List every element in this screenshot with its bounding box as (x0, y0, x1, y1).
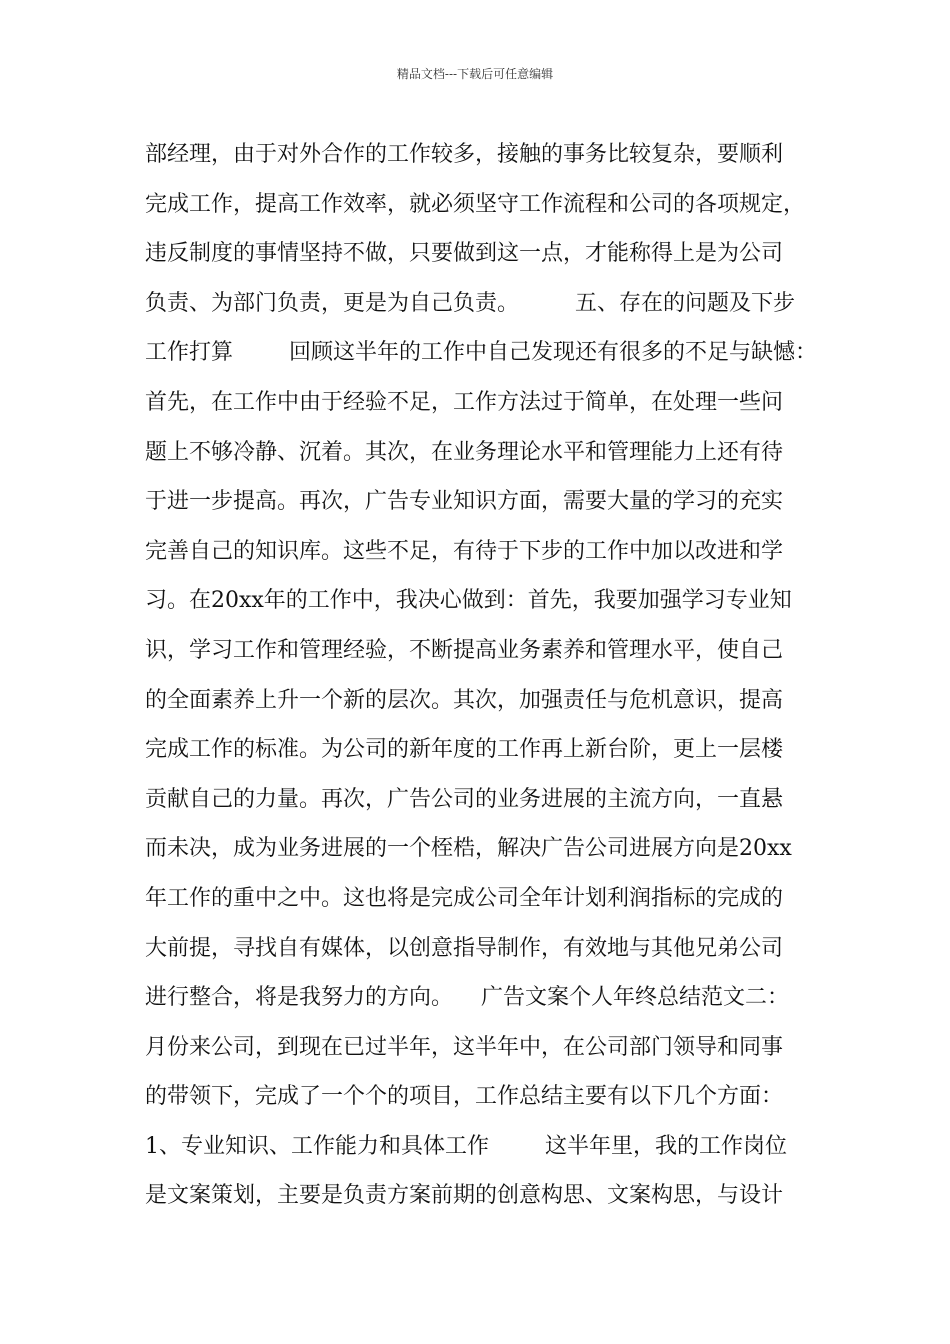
text-line: 的带领下，完成了一个个的项目，工作总结主要有以下几个方面： (145, 1084, 784, 1110)
text-line: 年工作的重中之中。这也将是完成公司全年计划利润指标的完成的 (145, 885, 784, 911)
text-line: 完成工作，提高工作效率，就必须坚守工作流程和公司的各项规定， (145, 191, 806, 217)
text-line: 工作打算 回顾这半年的工作中自己发现还有很多的不足与缺憾： (145, 340, 817, 366)
body-text (145, 135, 825, 1226)
text-line: 1、专业知识、工作能力和具体工作 这半年里，我的工作岗位 (145, 1133, 787, 1159)
text-line: 于进一步提高。再次，广告专业知识方面，需要大量的学习的充实 (145, 489, 784, 515)
text-line: 完成工作的标准。为公司的新年度的工作再上新台阶，更上一层楼 (145, 737, 784, 763)
text-line: 负责、为部门负责，更是为自己负责。 五、存在的问题及下步 (145, 290, 795, 316)
text-line: 首先，在工作中由于经验不足，工作方法过于简单，在处理一些问 (145, 389, 784, 415)
text-line: 而未决，成为业务进展的一个桎梏，解决广告公司进展方向是20xx (145, 836, 792, 862)
text-line: 进行整合，将是我努力的方向。 广告文案个人年终总结范文二： (145, 985, 789, 1011)
text-line: 是文案策划，主要是负责方案前期的创意构思、文案构思，与设计 (145, 1183, 784, 1209)
text-line: 大前提，寻找自有媒体，以创意指导制作，有效地与其他兄弟公司 (145, 935, 784, 961)
text-line: 习。在20xx年的工作中，我决心做到：首先，我要加强学习专业知 (145, 588, 792, 614)
page-header: 精品文档---下载后可任意编辑 (396, 67, 554, 81)
text-line: 部经理，由于对外合作的工作较多，接触的事务比较复杂，要顺利 (145, 142, 784, 167)
text-line: 识，学习工作和管理经验，不断提高业务素养和管理水平，使自己 (145, 637, 784, 663)
text-line: 贡献自己的力量。再次，广告公司的业务进展的主流方向，一直悬 (145, 786, 784, 812)
text-line: 月份来公司，到现在已过半年，这半年中，在公司部门领导和同事 (145, 1034, 784, 1060)
text-line: 的全面素养上升一个新的层次。其次，加强责任与危机意识，提高 (145, 687, 784, 713)
text-line: 题上不够冷静、沉着。其次，在业务理论水平和管理能力上还有待 (145, 439, 784, 465)
text-line: 违反制度的事情坚持不做，只要做到这一点，才能称得上是为公司 (145, 241, 784, 267)
text-line: 完善自己的知识库。这些不足，有待于下步的工作中加以改进和学 (145, 538, 784, 564)
